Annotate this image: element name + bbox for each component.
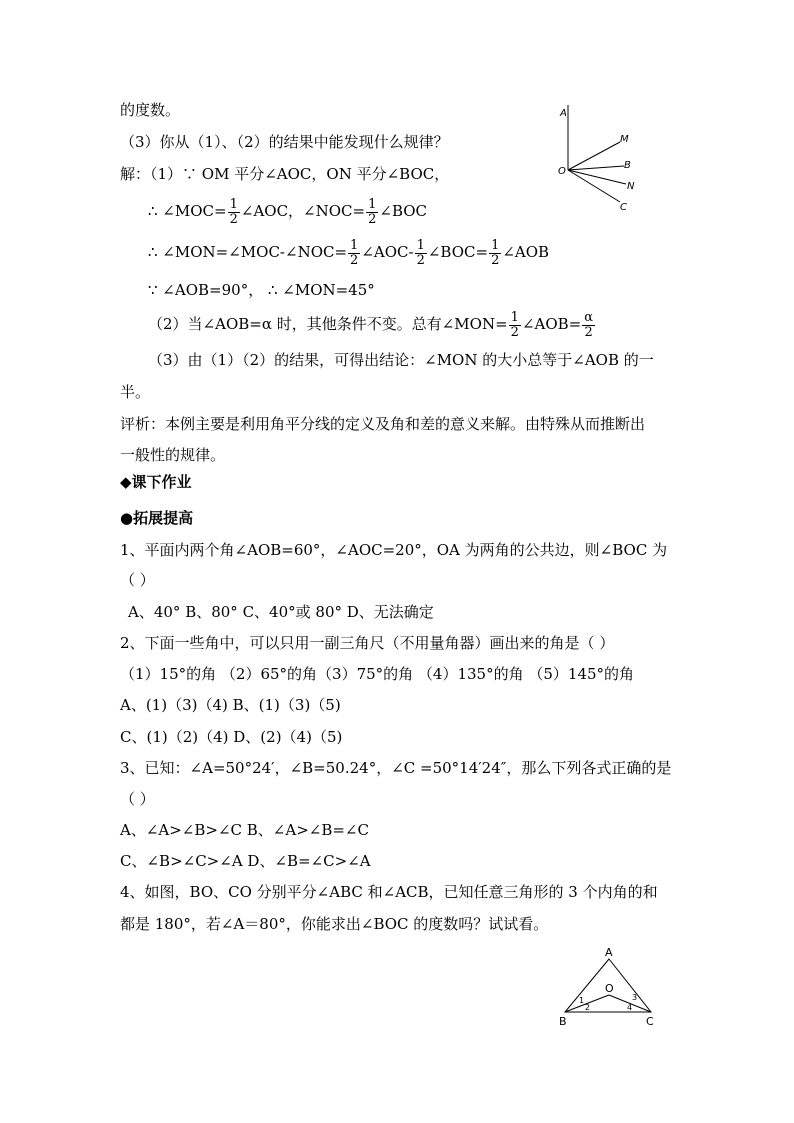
label-c: C: [646, 1015, 654, 1028]
question-line: 2、下面一些角中，可以只用一副三角尺（不用量角器）画出来的角是（ ）: [120, 634, 615, 652]
formula-line: [148, 235, 549, 269]
fraction: [366, 198, 378, 227]
label-a: A: [560, 108, 567, 119]
numerator: 1: [229, 196, 238, 212]
fraction: [415, 239, 427, 268]
formula-line: [148, 306, 596, 342]
angle-label-1: 1: [579, 996, 585, 1005]
options-line: A、∠A>∠B>∠C B、∠A>∠B=∠C: [120, 821, 369, 839]
denominator: 2: [350, 252, 359, 268]
text: ∠BOC: [379, 202, 428, 220]
ray-on: [568, 170, 626, 184]
text: ∠AOB: [502, 243, 550, 261]
label-c: C: [620, 202, 627, 213]
angle-label-2: 2: [585, 1003, 591, 1012]
formula-line: [148, 194, 427, 228]
denominator: 2: [229, 211, 238, 227]
text-line: 一般性的规律。: [120, 446, 226, 464]
angle-label-3: 3: [632, 993, 638, 1002]
denominator: 2: [510, 324, 519, 340]
question-line: （ ）: [120, 790, 155, 808]
label-b: B: [559, 1015, 567, 1028]
numerator: 1: [368, 196, 377, 212]
options-line: A、(1)（3)（4) B、(1)（3)（5): [120, 696, 341, 714]
ray-oc: [568, 170, 620, 202]
question-line: 4、如图，BO、CO 分别平分∠ABC 和∠ACB，已知任意三角形的 3 个内角的和: [120, 883, 658, 901]
options-line: A、40° B、80° C、40°或 80° D、无法确定: [128, 603, 434, 621]
ray-ob: [568, 166, 624, 170]
ray-om: [568, 142, 620, 170]
numerator: 1: [510, 309, 519, 325]
text-line: ∵ ∠AOB=90°， ∴ ∠MON=45°: [148, 281, 375, 299]
angle-figure: [550, 100, 650, 215]
text: ∠AOC-: [361, 243, 414, 261]
text-line: 解：（1）∵ OM 平分∠AOC，ON 平分∠BOC，: [120, 165, 450, 183]
fraction: [489, 239, 501, 268]
text: （2）当∠AOB=α 时，其他条件不变。总有∠MON=: [148, 315, 508, 333]
triangle-figure: [555, 945, 665, 1030]
question-line: 3、已知：∠A=50°24′，∠B=50.24°，∠C =50°14′24″，那么下列各式正确的是: [120, 759, 672, 777]
text-line: 半。: [120, 383, 151, 401]
label-o: O: [558, 166, 566, 177]
label-a: A: [605, 946, 613, 959]
question-line: 1、平面内两个角∠AOB=60°，∠AOC=20°，OA 为两角的公共边，则∠BOC 为: [120, 541, 668, 559]
options-line: C、(1)（2)（4) D、(2)（4)（5): [120, 728, 343, 746]
question-line: 都是 180°，若∠A＝80°，你能求出∠BOC 的度数吗？试试看。: [120, 915, 549, 933]
text: ∠BOC=: [427, 243, 489, 261]
text: ∴ ∠MOC=: [148, 202, 227, 220]
denominator: 2: [491, 252, 500, 268]
text: ∠AOC，∠NOC=: [240, 202, 366, 220]
fraction: [582, 311, 595, 340]
text-line: 的度数。: [120, 101, 181, 119]
angle-label-4: 4: [627, 1003, 633, 1012]
text-line: （3）你从（1）、（2）的结果中能发现什么规律？: [120, 133, 449, 151]
label-o: O: [605, 982, 614, 995]
numerator: α: [584, 309, 594, 325]
label-n: N: [627, 181, 635, 192]
section-heading: ◆课下作业: [120, 473, 192, 491]
text: ∴ ∠MON=∠MOC-∠NOC=: [148, 243, 348, 261]
section-heading: ●拓展提高: [120, 509, 194, 527]
label-m: M: [620, 134, 629, 145]
question-line: （ ）: [120, 571, 155, 589]
numerator: 1: [416, 237, 425, 253]
denominator: 2: [416, 252, 425, 268]
denominator: 2: [368, 211, 377, 227]
options-line: C、∠B>∠C>∠A D、∠B=∠C>∠A: [120, 852, 371, 870]
numerator: 1: [350, 237, 359, 253]
label-b: B: [624, 160, 631, 171]
question-line: （1）15°的角 （2）65°的角（3）75°的角 （4）135°的角 （5）145°的角: [120, 665, 635, 683]
text-line: （3）由（1）（2）的结果，可得出结论：∠MON 的大小总等于∠AOB 的一: [148, 351, 654, 369]
fraction: [228, 198, 240, 227]
text: ∠AOB=: [521, 315, 582, 333]
fraction: [509, 311, 521, 340]
numerator: 1: [491, 237, 500, 253]
fraction: [348, 239, 360, 268]
denominator: 2: [584, 324, 593, 340]
text-line: 评析：本例主要是利用角平分线的定义及角和差的意义来解。由特殊从而推断出: [120, 415, 646, 433]
